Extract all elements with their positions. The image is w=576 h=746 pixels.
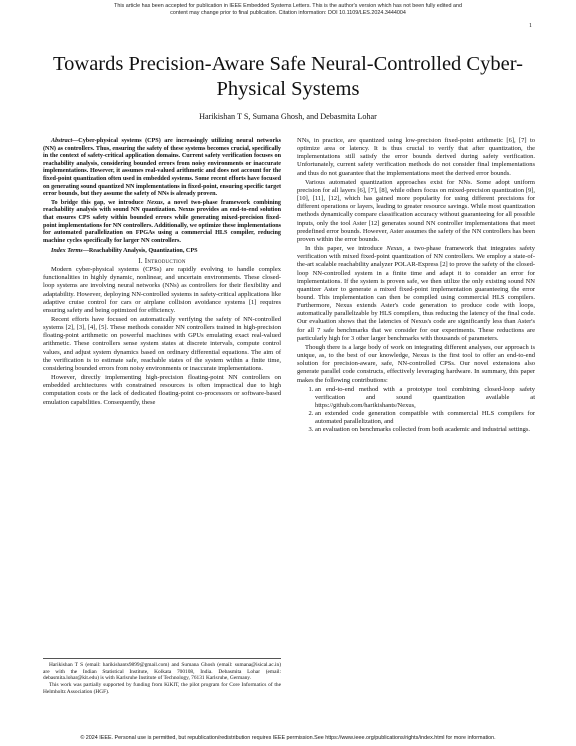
index-terms: Index Terms—Reachability Analysis, Quantization, CPS — [51, 248, 198, 255]
right-paragraph-2: Various automated quantization approaches exist for NNs. Some adopt uniform precision for all layers [6], [7], [8], while others focus on mixed-precision quantization [9], [10], [11], [12], which has gained more popularity for using different precisions for different operations or layers, leading to greater resource savings. While most quantization methods dynamically compare classification accuracy without guaranteeing for all possible inputs, only the tool Aster [12] generates sound NN controller implementations that meet predefined error bounds. However, Aster assumes the safety of the NN controllers has been proven within the error bounds. — [297, 178, 535, 243]
publication-notice-line2: content may change prior to final publication. Citation information: DOI 10.1109/LES.2024.3444004 — [170, 10, 406, 16]
right-paragraph-3: In this paper, we introduce Nexus, a two-phase framework that integrates safety verification with mixed fixed-point quantization of NN controllers. We employ a state-of-the-art scalable reachability analyzer POLAR-Express [2] to prove the safety of the closed-loop NN-controlled system in a finite time and adapt it to consider an error for implementations. If the system is proven safe, we then utilize the only existing sound NN quantizer Aster to generate a mixed fixed-point implementation guaranteeing the error bound. This implementation can then be compiled using commercial HLS compilers. Furthermore, Nexus extends Aster's code generation to produce code with loops, automatically parallelizable by HLS compilers, thus reducing the latency of the final code. Our evaluation shows that the latencies of Nexus's code are significantly less than Aster's for all 7 safe benchmarks that we consider for our experiments. These reductions are particularly high for 3 other larger benchmarks with thousands of parameters. — [297, 245, 535, 342]
abstract-paragraph-1: Abstract—Cyber-physical systems (CPS) are increasingly utilizing neural networks (NN) as controllers. Thus, ensuring the safety of these systems becomes crucial, specifically in the context of safety-critical application domains. Current safety verification focuses on reachability analysis, considering bounded errors from noisy environments or inaccurate implementations. However, it assumes real-valued arithmetic and does not account for the fixed-point quantization often used in embedded systems. Some recent efforts have focused on generating sound quantized NN implementations in fixed-point, ensuring specific target error bounds, but they assume the safety of NNs is already proven. — [43, 138, 281, 198]
copyright-footer: © 2024 IEEE. Personal use is permitted, but republication/redistribution requires IEEE permission.See https://www.ieee.org/publications/rights/index.html for more information. — [80, 735, 496, 741]
tool-name: Nexus — [146, 199, 163, 206]
tool-name: Nexus — [386, 245, 403, 253]
intro-paragraph-1: Modern cyber-physical systems (CPSs) are rapidly evolving to handle complex functionalities in highly dynamic, nonlinear, and uncertain environments. These closed-loop systems are involving neural networks (NNs) as controllers for their flexibility and adaptability. However, deploying NN-controlled systems in safety-critical applications like adaptive cruise control for cars or airplane collision avoidance systems [1] requires ensuring safety and being optimized for efficiency. — [43, 266, 281, 314]
footnotes — [43, 658, 281, 696]
publication-notice — [0, 3, 576, 17]
intro-paragraph-2: Recent efforts have focused on automatically verifying the safety of NN-controlled systems [2], [3], [4], [5]. These methods consider NN controllers trained in high-precision floating-point arithmetic on powerful machines with GPUs emulating exact real-valued arithmetic. These controllers sense system states at discrete intervals, compute control values, and adjust system dynamics based on ordinary differential equations. The aim of the verification is to estimate safe, reachable states of the system within a finite time, considering bounded errors from noisy environments or inaccurate implementations. — [43, 316, 281, 372]
list-item: 2. an extended code generation compatible with commercial HLS compilers for automated parallelization, and — [315, 410, 535, 426]
right-paragraph-1: NNs, in practice, are quantized using low-precision fixed-point arithmetic [6], [7] to optimize area or latency. It is thus crucial to verify that after quantization, the implementations still satisfy the error bounds derived during safety verification. Unfortunately, current safety verification methods do not consider final implementations and thus do not guarantee that the implementations meet the derived error bounds. — [297, 137, 535, 177]
right-column — [297, 137, 535, 435]
publication-notice-line1: This article has been accepted for publication in IEEE Embedded Systems Letters. This is the author's version which has not been fully edited and — [114, 3, 462, 9]
contribution-list — [297, 386, 535, 435]
abstract-paragraph-2: To bridge this gap, we introduce Nexus, a novel two-phase framework combining reachability analysis with sound NN quantization. Nexus provides an end-to-end solution that ensures CPS safety within bounded errors while generating mixed-precision fixed-point implementations for NN controllers. Additionally, we optimize these implementations for automated parallelization on FPGAs using a commercial HLS compiler, reducing machine cycles specifically for larger NN controllers. — [43, 199, 281, 244]
paper-title: Towards Precision-Aware Safe Neural-Controlled Cyber-Physical Systems — [53, 53, 523, 100]
index-terms-label: Index Terms — [51, 248, 83, 255]
right-paragraph-4: Though there is a large body of work on integrating different analyses, our approach is unique, as, to the best of our knowledge, Nexus is the first tool to offer an end-to-end solution for precision-aware, safe, NN-controlled CPSs. Our novel extensions also generate parallel code constructs, effectively leveraging hardware. In summary, this paper makes the following contributions: — [297, 343, 535, 384]
list-item: 3. an evaluation on benchmarks collected from both academic and industrial settings. — [315, 426, 535, 434]
list-item: 1. an end-to-end method with a prototype tool combining closed-loop safety verification and sound quantization available at https://github.com/harikishants/Nexus, — [315, 386, 535, 410]
footnote-affiliations: Harikishan T S (email: harikishants9899@gmail.com) and Sumana Ghosh (email: sumana@isical.ac.in) are with the Indian Statistical Institute, Kolkata 700108, India. Debasmita Lohar (email: debasmita.lohar@kit.edu) is with Karlsruhe Institute of Technology, 76131 Karlsruhe, Germany. — [43, 662, 281, 682]
author-list: Harikishan T S, Sumana Ghosh, and Debasmita Lohar — [199, 112, 377, 121]
section-heading-introduction: I. Introduction — [138, 256, 186, 265]
abstract-label: Abstract — [51, 138, 73, 144]
left-column — [43, 138, 281, 408]
footnote-funding: This work was partially supported by funding from KiKIT, the pilot program for Core Informatics of the Helmholtz Association (HGF). — [43, 682, 281, 695]
intro-paragraph-3: However, directly implementing high-precision floating-point NN controllers on embedded architectures with constrained resources is often impractical due to high computation costs or the lack of dedicated floating-point co-processors or software-based emulation capabilities. Consequently, these — [43, 374, 281, 406]
abstract — [43, 138, 281, 256]
page-number: 1 — [529, 23, 532, 29]
